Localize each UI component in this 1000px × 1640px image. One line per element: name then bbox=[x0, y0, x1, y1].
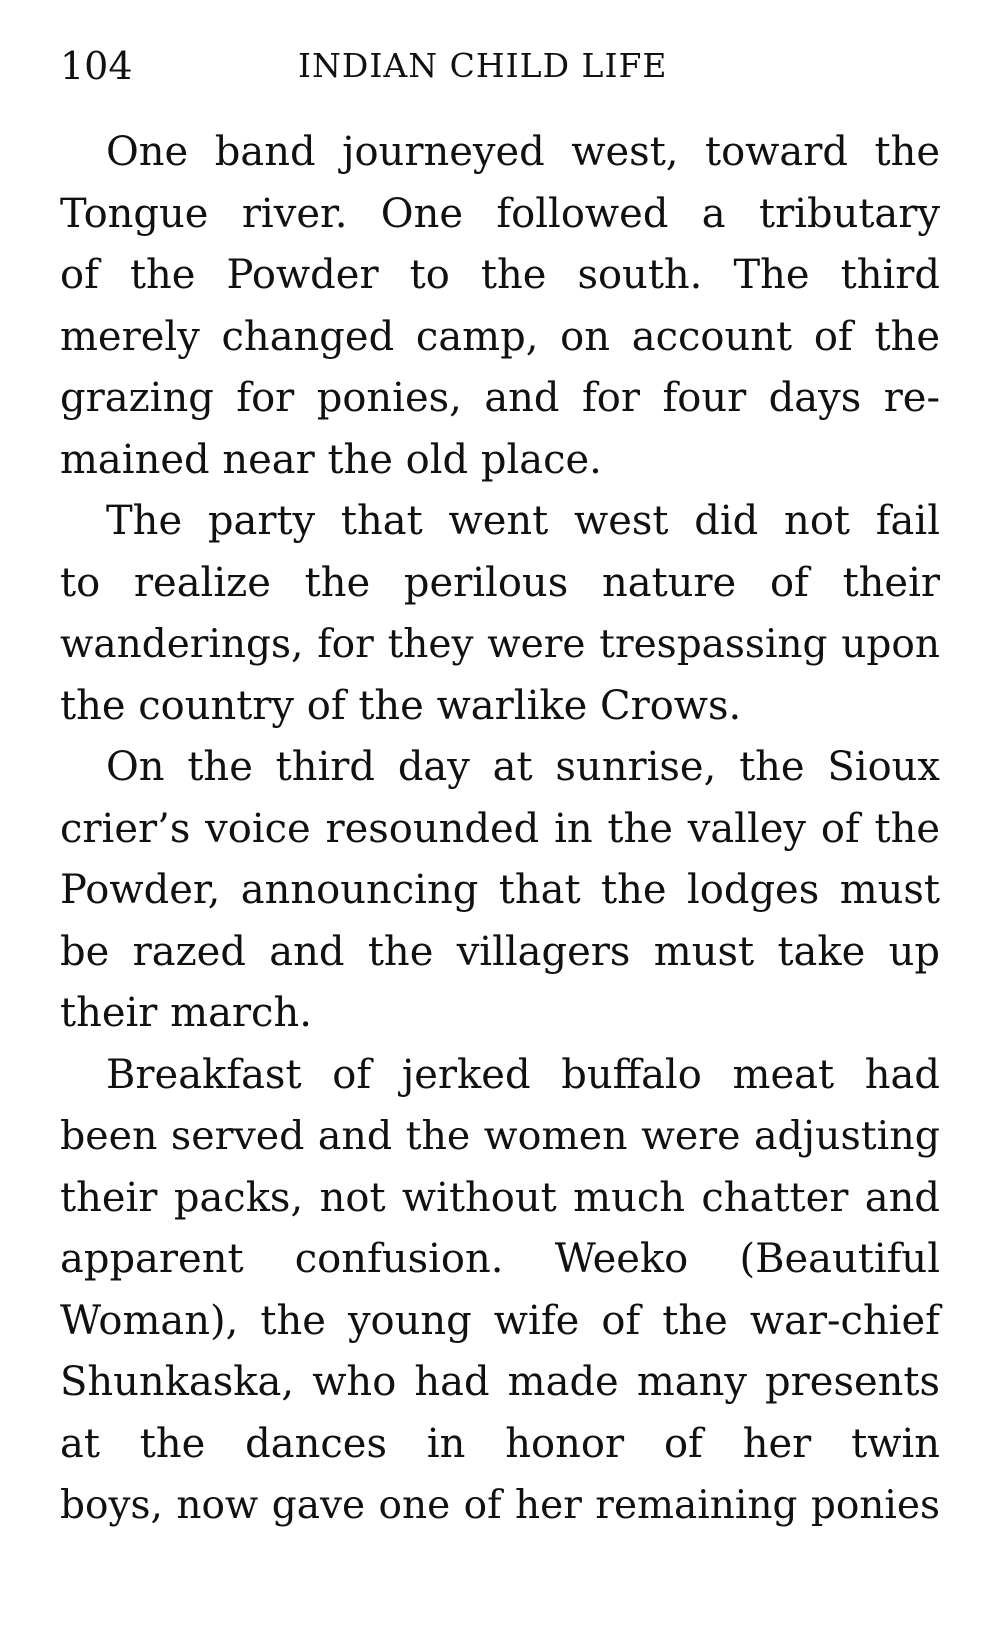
text-line: wanderings, for they were trespassing upon bbox=[60, 622, 940, 667]
text-line: grazing for ponies, and for four days re- bbox=[60, 375, 940, 421]
text-line: been served and the women were adjusting bbox=[60, 1113, 940, 1159]
text-line: the country of the warlike Crows. bbox=[60, 682, 742, 729]
text-line: Woman), the young wife of the war-chief bbox=[60, 1297, 940, 1344]
page-number: 104 bbox=[60, 44, 133, 88]
text-line: apparent confusion. Weeko (Beautiful bbox=[60, 1236, 940, 1282]
text-line: The party that went west did not fail bbox=[106, 498, 940, 544]
text-line: to realize the perilous nature of their bbox=[60, 559, 940, 606]
text-line: merely changed camp, on account of the bbox=[60, 313, 940, 360]
text-line: of the Powder to the south. The third bbox=[60, 252, 940, 298]
text-line: their packs, not without much chatter and bbox=[60, 1174, 940, 1221]
text-line: Shunkaska, who had made many presents bbox=[60, 1359, 940, 1405]
text-line: mained near the old place. bbox=[60, 436, 602, 483]
paragraph-2 bbox=[60, 491, 940, 737]
text-line: Powder, announcing that the lodges must bbox=[60, 867, 940, 913]
text-line: crier’s voice resounded in the valley of the bbox=[60, 805, 940, 852]
running-head bbox=[60, 44, 940, 88]
text-line: be razed and the villagers must take up bbox=[60, 928, 940, 975]
text-line: Tongue river. One followed a tributary bbox=[60, 190, 940, 237]
text-line: at the dances in honor of her twin bbox=[60, 1420, 940, 1467]
text-line: boys, now gave one of her remaining ponies bbox=[60, 1483, 940, 1528]
text-line: their march. bbox=[60, 990, 312, 1036]
paragraph-3 bbox=[60, 737, 940, 1045]
body-text bbox=[60, 122, 940, 1537]
text-line: Breakfast of jerked buffalo meat had bbox=[106, 1051, 940, 1098]
paragraph-1 bbox=[60, 122, 940, 491]
text-line: One band journeyed west, toward the bbox=[106, 129, 940, 175]
paragraph-4 bbox=[60, 1045, 940, 1537]
book-title: INDIAN CHILD LIFE bbox=[298, 46, 668, 85]
text-line: On the third day at sunrise, the Sioux bbox=[106, 744, 940, 790]
